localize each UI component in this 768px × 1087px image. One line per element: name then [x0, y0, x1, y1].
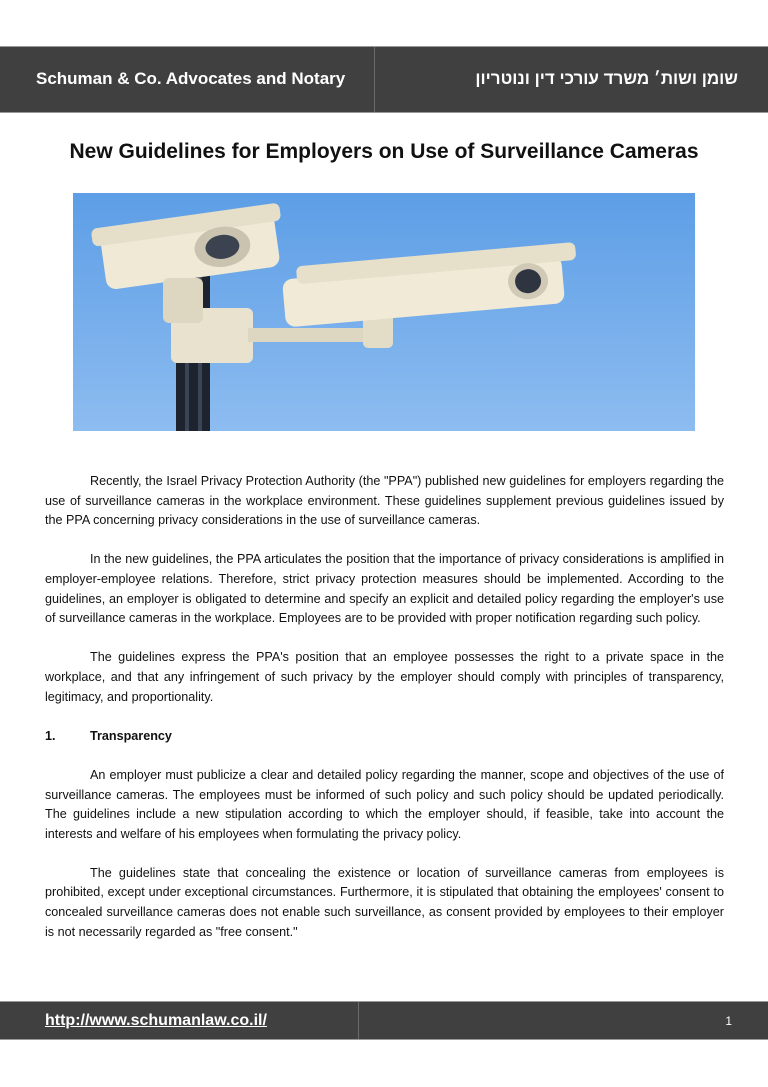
firm-name-hebrew: שומן ושות׳ משרד עורכי דין ונוטריון	[475, 69, 738, 88]
paragraph: Recently, the Israel Privacy Protection Authority (the "PPA") published new guidelines for employers regarding the use of surveillance cameras in the workplace environment. These guidelines supplement previous guidelines issued by the PPA concerning privacy considerations in the use of surveillance cameras.	[45, 474, 724, 528]
website-link[interactable]: http://www.schumanlaw.co.il/	[45, 1012, 267, 1029]
page-header	[0, 46, 768, 113]
paragraph: An employer must publicize a clear and detailed policy regarding the manner, scope and objectives of the use of surveillance cameras. The employees must be informed of such policy and such policy should be updated periodically. The guidelines include a new stipulation according to which the employer should, if feasible, take into account the interests and welfare of his employees when formulating the privacy policy.	[45, 767, 724, 841]
paragraph: The guidelines state that concealing the existence or location of surveillance cameras from employees is prohibited, except under exceptional circumstances. Furthermore, it is stipulated that obtaining the employees' consent to concealed surveillance cameras does not enable such surveillance, as consent provided by employees to their employer is not necessarily regarded as "free consent."	[45, 865, 724, 939]
surveillance-cameras-photo	[73, 193, 695, 431]
page-number: 1	[725, 1014, 732, 1028]
article-body	[45, 472, 724, 962]
firm-name-english: Schuman & Co. Advocates and Notary	[36, 69, 346, 88]
header-divider	[374, 47, 375, 112]
page-footer	[0, 1001, 768, 1040]
section-title: Transparency	[90, 728, 172, 743]
paragraph: In the new guidelines, the PPA articulates the position that the importance of privacy considerations is amplified in employer-employee relations. Therefore, strict privacy protection measures should be implemented. According to the guidelines, an employer is obligated to determine and specify an explicit and detailed policy regarding the employer's use of surveillance cameras in the workplace. Employees are to be provided with proper notification regarding such policy.	[45, 552, 724, 626]
paragraph: The guidelines express the PPA's position that an employee possesses the right to a private space in the workplace, and that any infringement of such privacy by the employer should comply with principles of transparency, legitimacy, and proportionality.	[45, 650, 724, 704]
section-number: 1.	[45, 728, 56, 743]
section-heading	[45, 727, 724, 747]
footer-divider	[358, 1002, 359, 1039]
page-title: New Guidelines for Employers on Use of Surveillance Cameras	[69, 140, 699, 163]
